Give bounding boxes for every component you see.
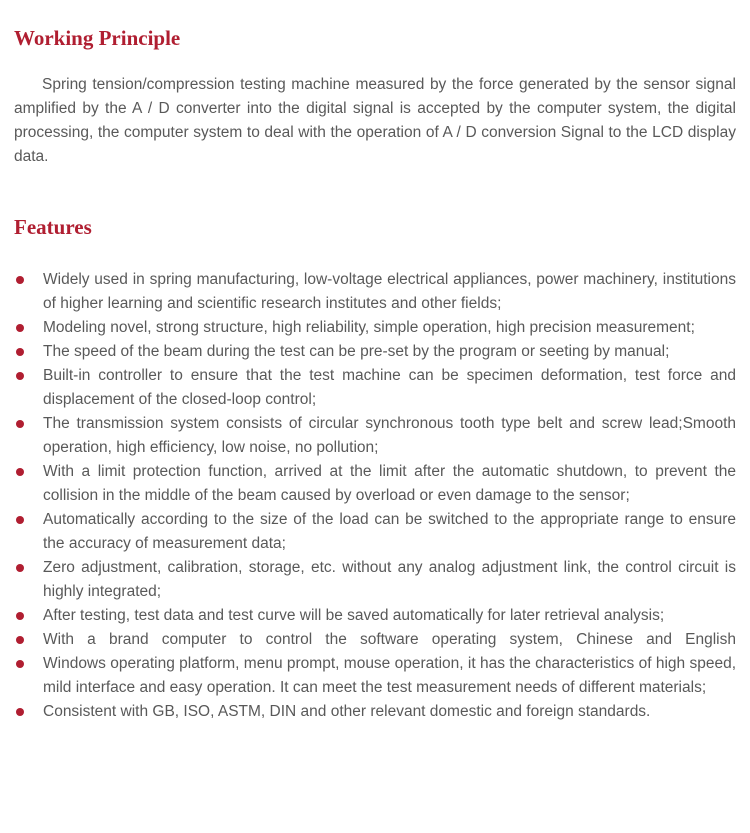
- bullet-icon: [16, 276, 24, 284]
- feature-item-text: Zero adjustment, calibration, storage, etc. without any analog adjustment link, the control circuit is highly integrated;: [43, 559, 736, 600]
- feature-item: [14, 508, 736, 556]
- working-principle-paragraph: Spring tension/compression testing machine measured by the force generated by the sensor signal amplified by the A / D converter into the digital signal is accepted by the computer system, the digital processing, the computer system to deal with the operation of A / D conversion Signal to the LCD display data.: [14, 76, 736, 165]
- bullet-icon: [16, 348, 24, 356]
- feature-item-text: Windows operating platform, menu prompt, mouse operation, it has the characteristics of high speed, mild interface and easy operation. It can meet the test measurement needs of different materials;: [43, 655, 736, 696]
- feature-item-text: The speed of the beam during the test can be pre-set by the program or seeting by manual;: [43, 343, 670, 360]
- feature-item: [14, 556, 736, 604]
- feature-item-text: Consistent with GB, ISO, ASTM, DIN and other relevant domestic and foreign standards.: [43, 703, 651, 720]
- feature-item: [14, 412, 736, 460]
- feature-item-text: With a brand computer to control the software operating system, Chinese and English: [43, 631, 736, 648]
- bullet-icon: [16, 372, 24, 380]
- feature-item-text: Widely used in spring manufacturing, low-voltage electrical appliances, power machinery, institutions of higher learning and scientific research institutes and other fields;: [43, 271, 736, 312]
- feature-item: [14, 604, 736, 628]
- feature-item: [14, 364, 736, 412]
- feature-item-text: With a limit protection function, arrived at the limit after the automatic shutdown, to prevent the collision in the middle of the beam caused by overload or even damage to the sensor;: [43, 463, 736, 504]
- bullet-icon: [16, 636, 24, 644]
- feature-item: [14, 700, 736, 724]
- bullet-icon: [16, 708, 24, 716]
- feature-item: [14, 460, 736, 508]
- working-principle-heading: Working Principle: [14, 26, 181, 50]
- feature-item: [14, 628, 736, 652]
- feature-item-text: Built-in controller to ensure that the test machine can be specimen deformation, test force and displacement of the closed-loop control;: [43, 367, 736, 408]
- feature-item-text: Modeling novel, strong structure, high reliability, simple operation, high precision measurement;: [43, 319, 695, 336]
- bullet-icon: [16, 516, 24, 524]
- feature-item: [14, 652, 736, 700]
- bullet-icon: [16, 420, 24, 428]
- features-heading: Features: [14, 215, 92, 239]
- product-description-page: [0, 26, 750, 833]
- feature-item-text: After testing, test data and test curve will be saved automatically for later retrieval analysis;: [43, 607, 665, 624]
- features-list: [14, 268, 736, 724]
- feature-item-text: The transmission system consists of circular synchronous tooth type belt and screw lead;Smooth operation, high efficiency, low noise, no pollution;: [43, 415, 736, 456]
- bullet-icon: [16, 468, 24, 476]
- bullet-icon: [16, 564, 24, 572]
- feature-item: [14, 316, 736, 340]
- feature-item: [14, 268, 736, 316]
- feature-item-text: Automatically according to the size of the load can be switched to the appropriate range to ensure the accuracy of measurement data;: [43, 511, 736, 552]
- bullet-icon: [16, 660, 24, 668]
- bullet-icon: [16, 612, 24, 620]
- bullet-icon: [16, 324, 24, 332]
- feature-item: [14, 340, 736, 364]
